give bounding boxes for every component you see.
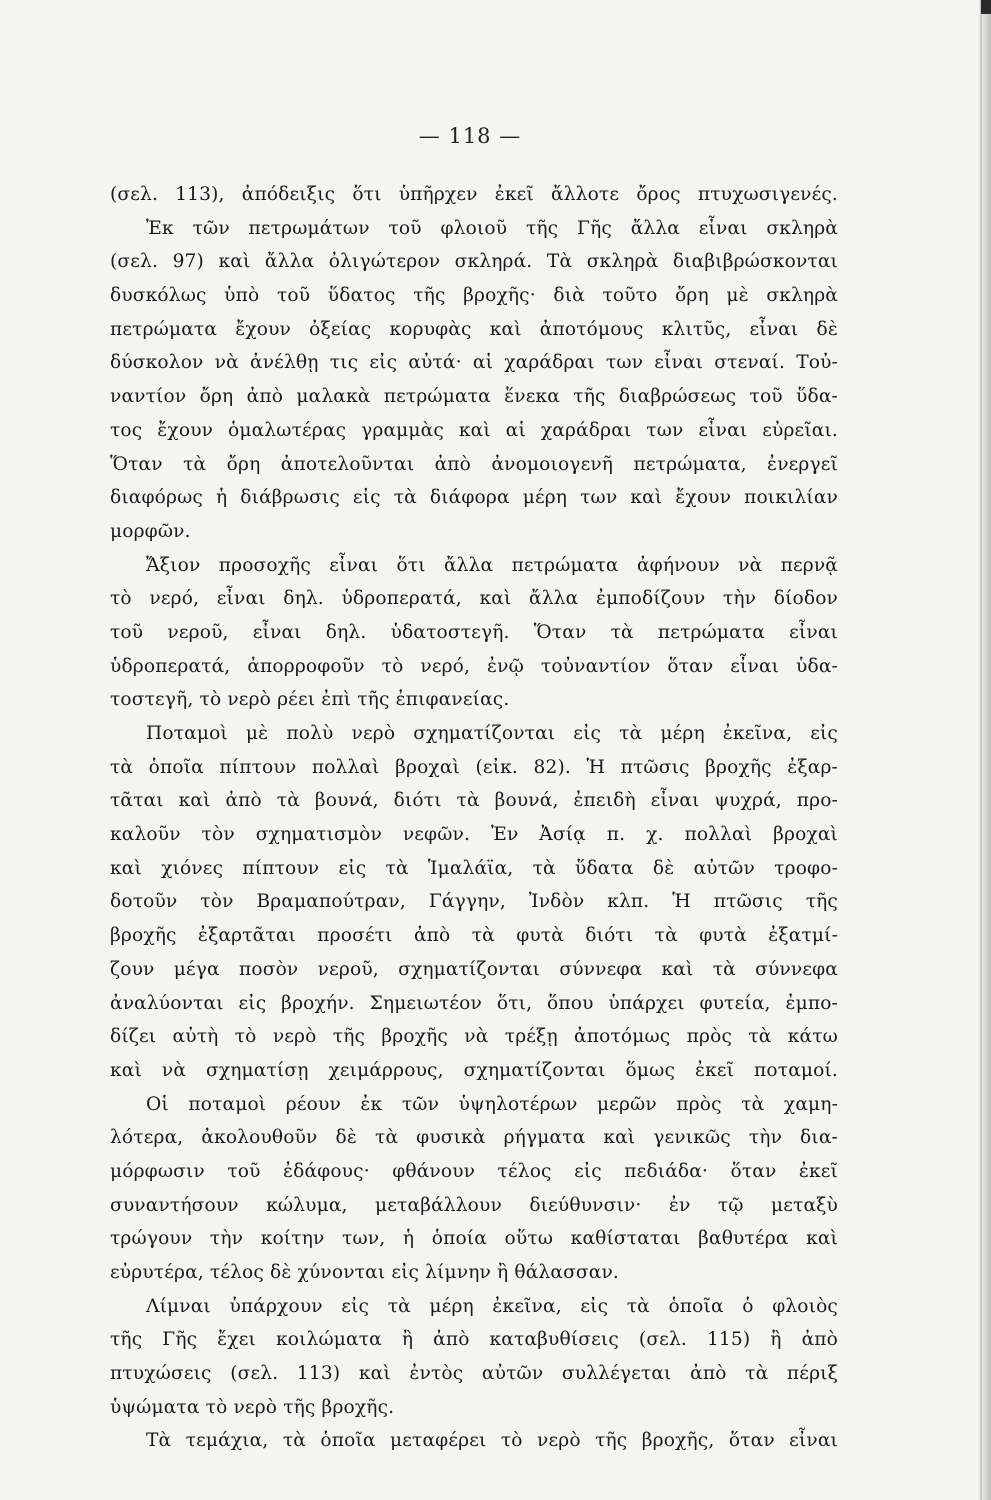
- text-line: μορφῶν.: [110, 520, 191, 542]
- text-line: τοῦ νεροῦ, εἶναι δηλ. ὑδατοστεγῆ. Ὅταν τὰ πετρώματα εἶναι: [110, 621, 838, 643]
- text-line: δύσκολον νὰ ἀνέλθῃ τις εἰς αὐτά· αἱ χαράδραι των εἶναι στεναί. Τοὐ-: [110, 352, 838, 374]
- text-line: (σελ. 97) καὶ ἄλλα ὀλιγώτερον σκληρά. Τὰ σκληρὰ διαβιβρώσκονται: [110, 251, 838, 273]
- corner-mark: [981, 0, 991, 14]
- text-line: βροχῆς ἐξαρτᾶται προσέτι ἀπὸ τὰ φυτὰ διότι τὰ φυτὰ ἐξατμί-: [110, 925, 838, 947]
- body-text: [110, 178, 838, 1458]
- text-line: Λίμναι ὑπάρχουν εἰς τὰ μέρη ἐκεῖνα, εἰς τὰ ὁποῖα ὁ φλοιὸς: [146, 1295, 838, 1317]
- text-line: δυσκόλως ὑπὸ τοῦ ὕδατος τῆς βροχῆς· διὰ τοῦτο ὄρη μὲ σκληρὰ: [110, 285, 838, 307]
- page-edge: [977, 0, 991, 1500]
- text-line: τοστεγῆ, τὸ νερὸ ρέει ἐπὶ τῆς ἐπιφανείας.: [110, 689, 510, 711]
- text-line: ἀναλύονται εἰς βροχήν. Σημειωτέον ὅτι, ὅπου ὑπάρχει φυτεία, ἐμπο-: [110, 992, 838, 1014]
- text-line: τρώγουν τὴν κοίτην των, ἡ ὁποία οὕτω καθίσταται βαθυτέρα καὶ: [110, 1228, 838, 1250]
- text-line: πετρώματα ἔχουν ὀξείας κορυφὰς καὶ ἀποτόμους κλιτῦς, εἶναι δὲ: [110, 318, 838, 340]
- text-line: τος ἔχουν ὁμαλωτέρας γραμμὰς καὶ αἱ χαράδραι των εἶναι εὐρεῖαι.: [110, 419, 838, 441]
- text-line: Ἄξιον προσοχῆς εἶναι ὅτι ἄλλα πετρώματα ἀφήνουν νὰ περνᾷ: [146, 554, 838, 576]
- text-line: τᾶται καὶ ἀπὸ τὰ βουνά, διότι τὰ βουνά, ἐπειδὴ εἶναι ψυχρά, προ-: [110, 790, 838, 812]
- text-line: Ἐκ τῶν πετρωμάτων τοῦ φλοιοῦ τῆς Γῆς ἄλλα εἶναι σκληρὰ: [146, 217, 838, 239]
- text-line: δοτοῦν τὸν Βραμαπούτραν, Γάγγην, Ἰνδὸν κλπ. Ἡ πτῶσις τῆς: [110, 891, 838, 913]
- text-line: Τὰ τεμάχια, τὰ ὁποῖα μεταφέρει τὸ νερὸ τῆς βροχῆς, ὅταν εἶναι: [146, 1430, 838, 1452]
- text-line: συναντήσουν κώλυμα, μεταβάλλουν διεύθυνσιν· ἐν τῷ μεταξὺ: [110, 1194, 838, 1216]
- text-line: Οἱ ποταμοὶ ρέουν ἐκ τῶν ὑψηλοτέρων μερῶν πρὸς τὰ χαμη-: [146, 1093, 838, 1115]
- text-line: ὑδροπερατά, ἀπορροφοῦν τὸ νερό, ἐνῷ τοὐναντίον ὅταν εἶναι ὑδα-: [110, 655, 838, 677]
- page-number: — 118 —: [418, 124, 522, 148]
- text-line: (σελ. 113), ἀπόδειξις ὅτι ὑπῆρχεν ἐκεῖ ἄλλοτε ὄρος πτυχωσιγενές.: [110, 184, 838, 205]
- text-line: διαφόρως ἡ διάβρωσις εἰς τὰ διάφορα μέρη των καὶ ἔχουν ποικιλίαν: [110, 487, 838, 509]
- text-line: ναντίον ὄρη ἀπὸ μαλακὰ πετρώματα ἕνεκα τῆς διαβρώσεως τοῦ ὕδα-: [110, 386, 838, 408]
- text-line: τῆς Γῆς ἔχει κοιλώματα ἢ ἀπὸ καταβυθίσεις (σελ. 115) ἢ ἀπὸ: [110, 1329, 838, 1351]
- text-line: καὶ χιόνες πίπτουν εἰς τὰ Ἱμαλάϊα, τὰ ὕδατα δὲ αὐτῶν τροφο-: [110, 857, 838, 879]
- text-line: μόρφωσιν τοῦ ἐδάφους· φθάνουν τέλος εἰς πεδιάδα· ὅταν ἐκεῖ: [110, 1160, 838, 1182]
- text-line: ὑψώματα τὸ νερὸ τῆς βροχῆς.: [110, 1396, 395, 1418]
- text-line: τὸ νερό, εἶναι δηλ. ὑδροπερατά, καὶ ἄλλα ἐμποδίζουν τὴν δίοδον: [110, 588, 838, 610]
- text-line: Ποταμοὶ μὲ πολὺ νερὸ σχηματίζονται εἰς τὰ μέρη ἐκεῖνα, εἰς: [146, 723, 838, 744]
- text-line: πτυχώσεις (σελ. 113) καὶ ἐντὸς αὐτῶν συλλέγεται ἀπὸ τὰ πέριξ: [110, 1363, 838, 1385]
- text-line: δίζει αὐτὴ τὸ νερὸ τῆς βροχῆς νὰ τρέξῃ ἀποτόμως πρὸς τὰ κάτω: [110, 1026, 838, 1048]
- text-line: καὶ νὰ σχηματίσῃ χειμάρρους, σχηματίζονται ὅμως ἐκεῖ ποταμοί.: [110, 1059, 838, 1081]
- text-line: ζουν μέγα ποσὸν νεροῦ, σχηματίζονται σύννεφα καὶ τὰ σύννεφα: [110, 958, 838, 980]
- text-line: τὰ ὁποῖα πίπτουν πολλαὶ βροχαὶ (εἰκ. 82). Ἡ πτῶσις βροχῆς ἐξαρ-: [110, 756, 838, 778]
- text-line: λότερα, ἀκολουθοῦν δὲ τὰ φυσικὰ ρήγματα καὶ γενικῶς τὴν δια-: [110, 1127, 838, 1149]
- text-line: καλοῦν τὸν σχηματισμὸν νεφῶν. Ἐν Ἀσίᾳ π. χ. πολλαὶ βροχαὶ: [110, 824, 838, 846]
- text-line: εὐρυτέρα, τέλος δὲ χύνονται εἰς λίμνην ἢ θάλασσαν.: [110, 1262, 619, 1283]
- text-line: Ὅταν τὰ ὄρη ἀποτελοῦνται ἀπὸ ἀνομοιογενῆ πετρώματα, ἐνεργεῖ: [110, 453, 838, 475]
